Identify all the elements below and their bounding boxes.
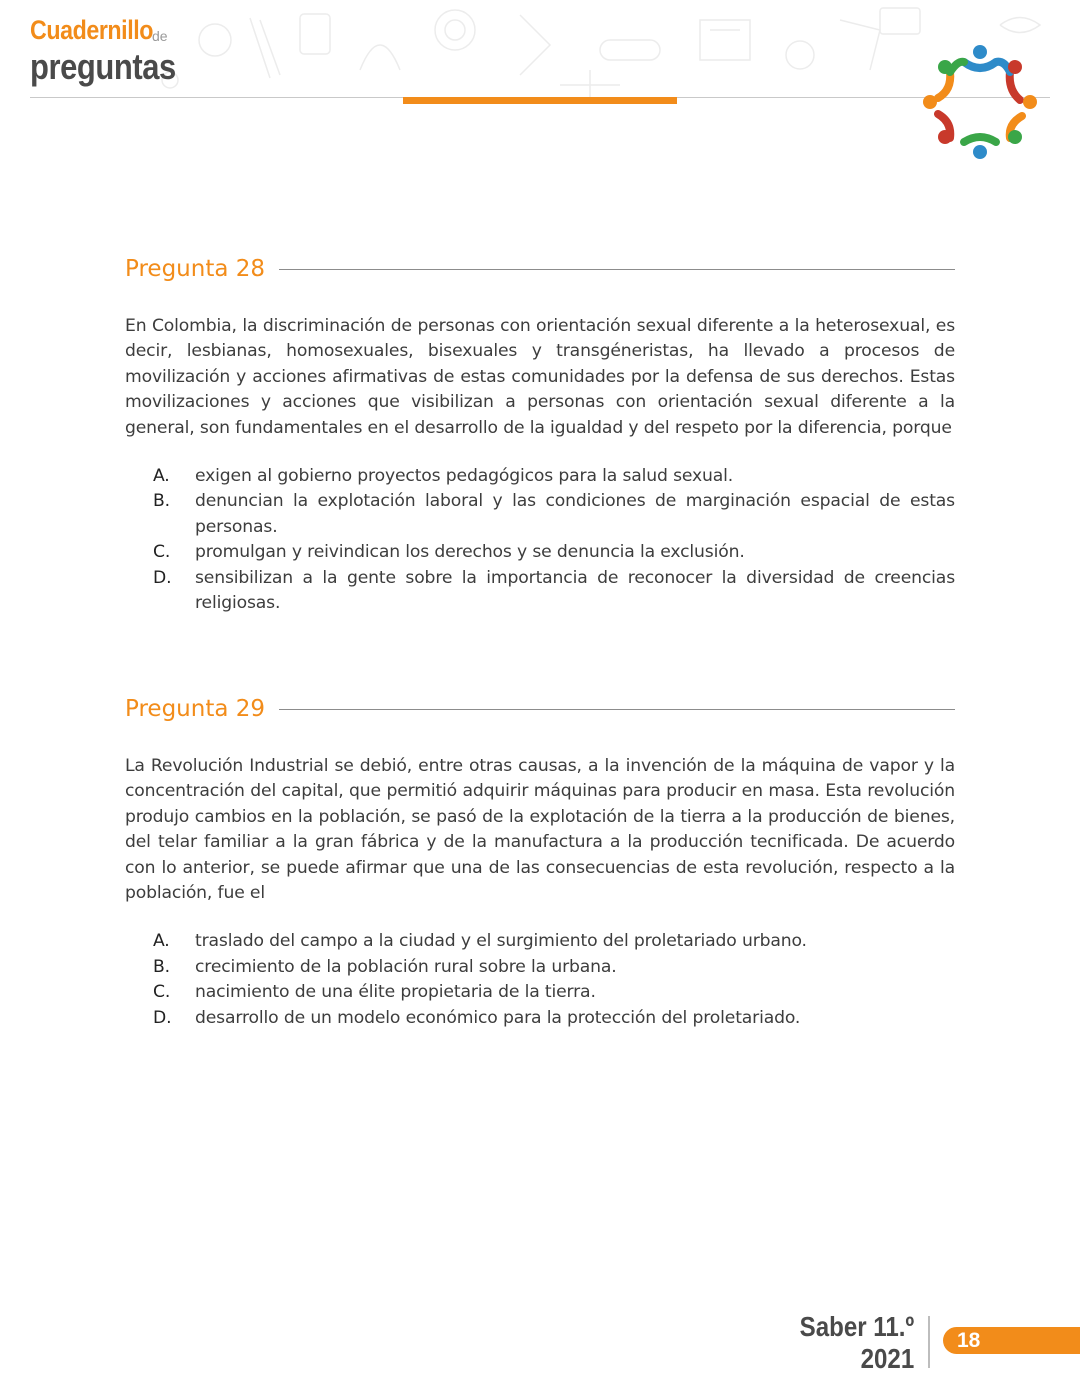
option-letter: B. — [153, 956, 170, 977]
option-d[interactable] — [125, 566, 955, 617]
question-rule — [279, 269, 955, 270]
option-d[interactable] — [125, 1006, 955, 1031]
question-title: Pregunta 28 — [125, 256, 266, 282]
option-text: traslado del campo a la ciudad y el surgimiento del proletariado urbano. — [195, 931, 807, 952]
question-29 — [125, 693, 955, 1031]
option-text: sensibilizan a la gente sobre la importancia de reconocer la diversidad de creencias religiosas. — [195, 567, 955, 614]
option-text: nacimiento de una élite propietaria de la tierra. — [195, 982, 596, 1003]
option-b[interactable] — [125, 955, 955, 980]
option-a[interactable] — [125, 464, 955, 489]
brand-small-word: de — [152, 28, 168, 44]
question-title: Pregunta 29 — [125, 696, 266, 722]
option-letter: B. — [153, 491, 170, 512]
option-letter: A. — [153, 466, 170, 487]
page-header — [0, 0, 1080, 170]
option-text: promulgan y reivindican los derechos y se denuncia la exclusión. — [195, 542, 745, 563]
question-28 — [125, 253, 955, 616]
option-c[interactable] — [125, 540, 955, 565]
option-b[interactable] — [125, 489, 955, 540]
option-a[interactable] — [125, 929, 955, 954]
option-letter: C. — [153, 982, 171, 1003]
brand-main-word: preguntas — [30, 46, 176, 87]
page-number: 18 — [957, 1329, 981, 1352]
answer-options — [125, 464, 955, 616]
question-header — [125, 693, 955, 725]
exam-year: 2021 — [860, 1343, 914, 1374]
booklet-brand — [30, 17, 200, 85]
option-text: exigen al gobierno proyectos pedagógicos para la salud sexual. — [195, 466, 734, 487]
header-accent-bar — [403, 97, 677, 104]
option-letter: D. — [153, 567, 172, 588]
people-circle-logo — [920, 42, 1040, 162]
option-letter: A. — [153, 931, 170, 952]
question-stem: La Revolución Industrial se debió, entre otras causas, a la invención de la máquina de vapor y la concentración del capital, que permitió adquirir máquinas para producir en masa. Esta revolución produjo cambios en la población, se pasó de la explotación de la tierra a la producción de bienes, del telar familiar a la gran fábrica y de la manufactura a la producción tecnificada. De acuerdo con lo anterior, se puede afirmar que una de las consecuencias de esta revolución, respecto a la población, fue el — [125, 756, 955, 904]
option-text: desarrollo de un modelo económico para la protección del proletariado. — [195, 1007, 801, 1028]
footer-separator — [928, 1316, 930, 1368]
question-header — [125, 253, 955, 285]
answer-options — [125, 929, 955, 1031]
page-number-tab — [943, 1327, 1080, 1354]
brand-word: Cuadernillo — [30, 15, 153, 45]
question-stem: En Colombia, la discriminación de personas con orientación sexual diferente a la heterosexual, es decir, lesbianas, homosexuales, bisexuales y transgéneristas, ha llevado a procesos de movilización y acciones afirmativas de estas comunidades por la defensa de sus derechos. Estas movilizaciones y acciones que visibilizan a personas con orientación sexual diferente a la general, son fundamentales en el desarrollo de la igualdad y del respeto por la diferencia, porque — [125, 316, 955, 438]
exam-label — [781, 1311, 914, 1375]
exam-name: Saber 11.º — [799, 1311, 914, 1342]
option-letter: C. — [153, 542, 171, 563]
question-rule — [279, 709, 955, 710]
option-letter: D. — [153, 1007, 172, 1028]
option-c[interactable] — [125, 980, 955, 1005]
option-text: crecimiento de la población rural sobre la urbana. — [195, 956, 617, 977]
option-text: denuncian la explotación laboral y las condiciones de marginación espacial de estas personas. — [195, 491, 955, 537]
